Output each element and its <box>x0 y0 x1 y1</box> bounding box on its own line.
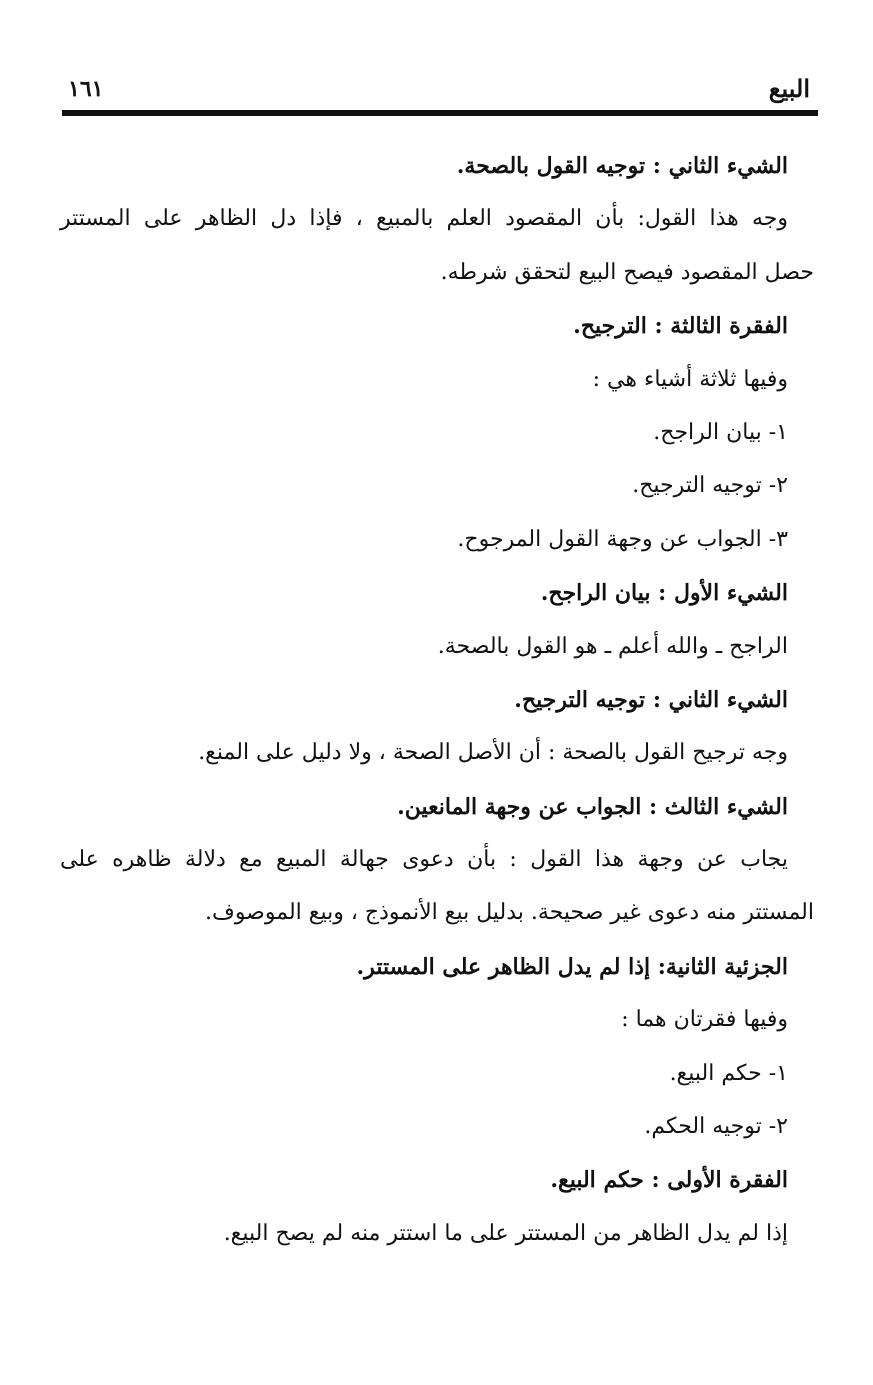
list-item: ١- بيان الراجح. <box>653 419 788 445</box>
text-line: وفيها فقرتان هما : <box>621 1007 788 1033</box>
text-line: الفقرة الثالثة : الترجيح. <box>573 313 788 340</box>
text-line: الشيء الثالث : الجواب عن وجهة المانعين. <box>397 793 788 820</box>
list-item: ١- حكم البيع. <box>669 1060 788 1086</box>
text-line: الشيء الأول : بيان الراجح. <box>540 580 788 607</box>
text-line: الشيء الثاني : توجيه القول بالصحة. <box>456 153 788 179</box>
text-line: وفيها ثلاثة أشياء هي : <box>592 366 788 392</box>
text-line: المستتر منه دعوى غير صحيحة. بدليل بيع الأنموذج ، وبيع الموصوف. <box>205 900 814 926</box>
text-line: الجزئية الثانية: إذا لم يدل الظاهر على المستتر. <box>356 953 788 980</box>
header-rule <box>62 110 818 116</box>
page-header <box>62 74 818 108</box>
list-item: ٢- توجيه الترجيح. <box>632 473 788 499</box>
text-line: وجه هذا القول: بأن المقصود العلم بالمبيع ، فإذا دل الظاهر على المستتر <box>60 206 788 232</box>
text-line: الراجح ـ والله أعلم ـ هو القول بالصحة. <box>437 633 788 659</box>
text-line: وجه ترجيح القول بالصحة : أن الأصل الصحة ، ولا دليل على المنع. <box>198 740 788 766</box>
chapter-title: البيع <box>768 74 810 103</box>
text-line: الفقرة الأولى : حكم البيع. <box>550 1167 788 1194</box>
text-line: إذا لم يدل الظاهر من المستتر على ما استتر منه لم يصح البيع. <box>223 1220 788 1246</box>
page-number: ١٦١ <box>68 76 104 102</box>
text-line: يجاب عن وجهة هذا القول : بأن دعوى جهالة المبيع مع دلالة ظاهره على <box>60 847 788 873</box>
text-line: حصل المقصود فيصح البيع لتحقق شرطه. <box>440 259 814 285</box>
text-line: الشيء الثاني : توجيه الترجيح. <box>514 686 788 713</box>
list-item: ٢- توجيه الحكم. <box>644 1114 788 1140</box>
list-item: ٣- الجواب عن وجهة القول المرجوح. <box>457 526 788 552</box>
body-text <box>60 146 814 1267</box>
